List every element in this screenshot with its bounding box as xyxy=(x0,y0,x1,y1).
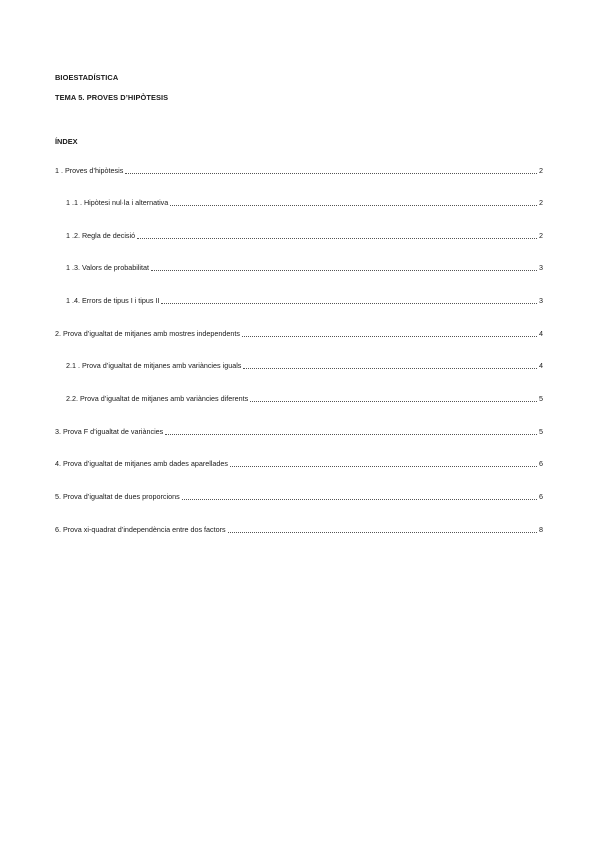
toc-entry-page: 8 xyxy=(539,525,543,534)
toc-entry[interactable] xyxy=(55,492,543,502)
toc-entry-page: 2 xyxy=(539,231,543,240)
toc-entry[interactable] xyxy=(55,459,543,469)
toc-leader-dots xyxy=(125,173,537,174)
subject-heading: BIOESTADÍSTICA xyxy=(55,73,119,82)
toc-leader-dots xyxy=(230,466,537,467)
toc-entry-label: 2.1 . Prova d’igualtat de mitjanes amb variàncies iguals xyxy=(66,361,242,370)
toc-entry-page: 2 xyxy=(539,198,543,207)
toc-leader-dots xyxy=(137,238,537,239)
toc-entry-page: 3 xyxy=(539,263,543,272)
toc-entry-label: 1 .2. Regla de decisió xyxy=(66,231,136,240)
toc-leader-dots xyxy=(170,205,537,206)
toc-leader-dots xyxy=(250,401,537,402)
toc-entry[interactable] xyxy=(66,263,543,273)
toc-title: ÍNDEX xyxy=(55,137,78,146)
toc-entry[interactable] xyxy=(55,525,543,535)
toc-entry-page: 4 xyxy=(539,361,543,370)
toc-entry[interactable] xyxy=(55,329,543,339)
toc-entry-label: 5. Prova d’igualtat de dues proporcions xyxy=(55,492,180,501)
toc-leader-dots xyxy=(228,532,537,533)
toc-entry-label: 1 .3. Valors de probabilitat xyxy=(66,263,149,272)
toc-entry-page: 4 xyxy=(539,329,543,338)
toc-entry-page: 3 xyxy=(539,296,543,305)
toc-leader-dots xyxy=(182,499,537,500)
toc-entry-label: 6. Prova xi-quadrat d’independència entre dos factors xyxy=(55,525,226,534)
toc-entry[interactable] xyxy=(55,427,543,437)
toc-entry[interactable] xyxy=(66,394,543,404)
toc-entry[interactable] xyxy=(66,198,543,208)
toc-entry[interactable] xyxy=(66,296,543,306)
toc-entry[interactable] xyxy=(66,231,543,241)
toc-entry-page: 6 xyxy=(539,492,543,501)
toc-leader-dots xyxy=(165,434,537,435)
toc-entry-label: 3. Prova F d’igualtat de variàncies xyxy=(55,427,164,436)
toc-entry[interactable] xyxy=(66,361,543,371)
toc-leader-dots xyxy=(242,336,537,337)
toc-entry-label: 1 .4. Errors de tipus I i tipus II xyxy=(66,296,160,305)
toc-entry-page: 6 xyxy=(539,459,543,468)
toc-entry-label: 4. Prova d’igualtat de mitjanes amb dades aparellades xyxy=(55,459,229,468)
toc-entry-label: 2. Prova d’igualtat de mitjanes amb mostres independents xyxy=(55,329,240,338)
toc-leader-dots xyxy=(151,270,537,271)
toc-entry-page: 5 xyxy=(539,394,543,403)
toc-entry-page: 2 xyxy=(539,166,543,175)
toc-entry-label: 1 .1 . Hipòtesi nul·la i alternativa xyxy=(66,198,169,207)
toc-leader-dots xyxy=(161,303,537,304)
toc-leader-dots xyxy=(243,368,537,369)
topic-heading: TEMA 5. PROVES D’HIPÒTESIS xyxy=(55,93,169,102)
toc-entry-label: 2.2. Prova d’igualtat de mitjanes amb variàncies diferents xyxy=(66,394,249,403)
toc-entry-page: 5 xyxy=(539,427,543,436)
toc-entry[interactable] xyxy=(55,166,543,176)
toc-entry-label: 1 . Proves d’hipòtesis xyxy=(55,166,124,175)
